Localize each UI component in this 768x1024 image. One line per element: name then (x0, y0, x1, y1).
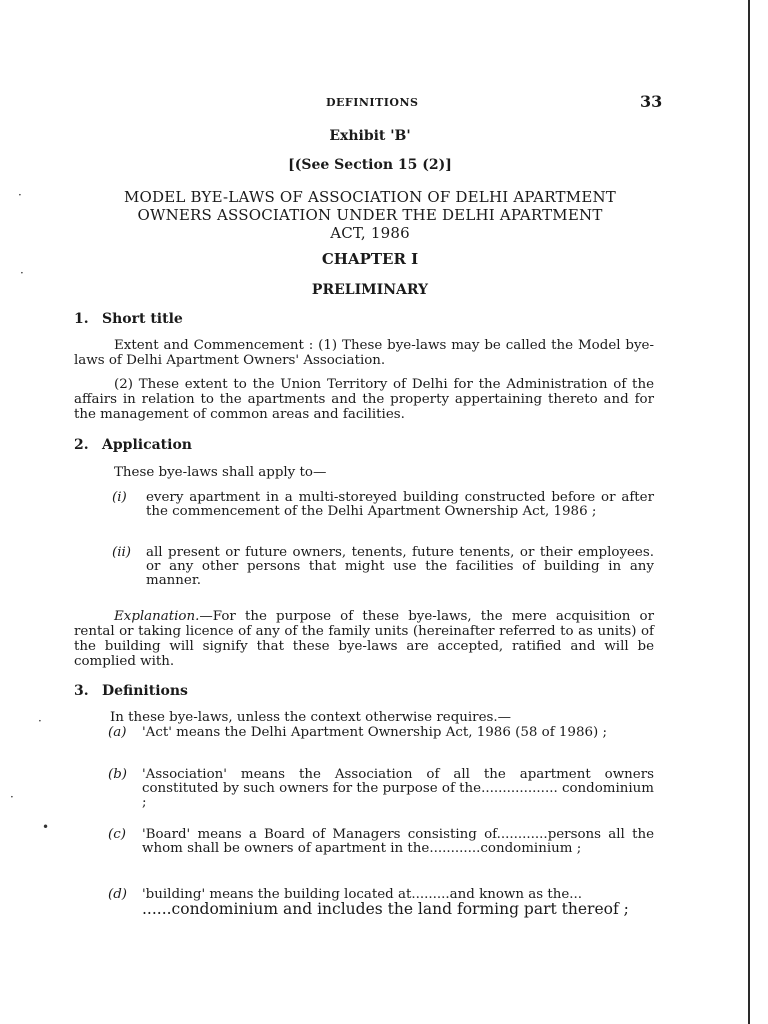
exhibit-label: Exhibit 'B' (329, 128, 411, 144)
scan-speck: · (20, 266, 24, 280)
scan-speck: · (18, 188, 22, 202)
item-text: all present or future owners, tenents, future tenents, or their employees. or any other persons that might use the facilities of building in any manner. (146, 545, 654, 588)
item-label: (d) (108, 887, 128, 902)
list-item (112, 491, 654, 535)
list-item (108, 726, 654, 756)
chapter-subtitle: PRELIMINARY (311, 282, 429, 298)
item-text: every apartment in a multi-storeyed building constructed before or after the commencement of the Delhi Apartment Ownership Act, 1986 ; (146, 490, 654, 519)
list-item (108, 828, 654, 872)
section-heading (74, 437, 192, 453)
item-text: 'Association' means the Association of all the apartment owners constituted by such owners for the purpose of the.................. condominium ; (142, 767, 654, 810)
item-label: (a) (108, 725, 127, 740)
section-number: 2. (74, 437, 89, 453)
section-heading (74, 683, 188, 699)
paragraph: Extent and Commencement : (1) These bye-laws may be called the Model bye-laws of Delhi Apartment Owners' Association. (74, 338, 654, 368)
item-text-line: ......condominium and includes the land forming part thereof ; (142, 900, 629, 918)
item-label: (b) (108, 767, 128, 782)
section-title: Short title (102, 311, 183, 327)
running-header: DEFINITIONS (326, 96, 419, 109)
item-label: (i) (112, 490, 127, 505)
scan-speck: • (42, 820, 50, 834)
list-item (108, 888, 654, 928)
intro-text: In these bye-laws, unless the context otherwise requires.— (110, 710, 512, 725)
page-number: 33 (640, 92, 663, 111)
section-reference: [(See Section 15 (2)] (288, 157, 452, 173)
title-line: ACT, 1986 (330, 224, 410, 242)
list-item (112, 546, 654, 590)
explanation-paragraph (74, 609, 654, 669)
section-number: 3. (74, 683, 89, 699)
section-title: Application (102, 437, 192, 453)
explanation-lead: Explanation. (114, 609, 200, 624)
title-line: OWNERS ASSOCIATION UNDER THE DELHI APARTMENT (137, 206, 603, 224)
item-label: (c) (108, 827, 126, 842)
scan-speck: · (10, 790, 14, 804)
section-number: 1. (74, 311, 89, 327)
scan-speck: · (38, 714, 42, 728)
paragraph: (2) These extent to the Union Territory of Delhi for the Administration of the affairs in relation to the apartments and the property appertaining thereto and for the management of common areas and facilities. (74, 377, 654, 422)
title-line: MODEL BYE-LAWS OF ASSOCIATION OF DELHI APARTMENT (123, 188, 617, 206)
document-title (60, 188, 680, 242)
item-text (142, 888, 654, 918)
item-label: (ii) (112, 545, 132, 560)
intro-text: These bye-laws shall apply to— (114, 465, 327, 480)
page-edge-line (748, 0, 750, 1024)
list-item (108, 768, 654, 812)
item-text-line: 'building' means the building located at.........and known as the... (142, 887, 583, 902)
section-heading (74, 311, 183, 327)
item-text: 'Act' means the Delhi Apartment Ownership Act, 1986 (58 of 1986) ; (142, 725, 607, 740)
explanation-text: —For the purpose of these bye-laws, the mere acquisition or rental or taking licence of any of the family units (hereinafter referred to as units) of the building will signify that these bye-laws are accepted, ratified and will be complied with. (74, 609, 654, 669)
section-title: Definitions (102, 683, 188, 699)
item-text: 'Board' means a Board of Managers consisting of............persons all the whom shall be owners of apartment in the............condominium ; (142, 827, 654, 856)
chapter-heading: CHAPTER I (321, 250, 419, 268)
